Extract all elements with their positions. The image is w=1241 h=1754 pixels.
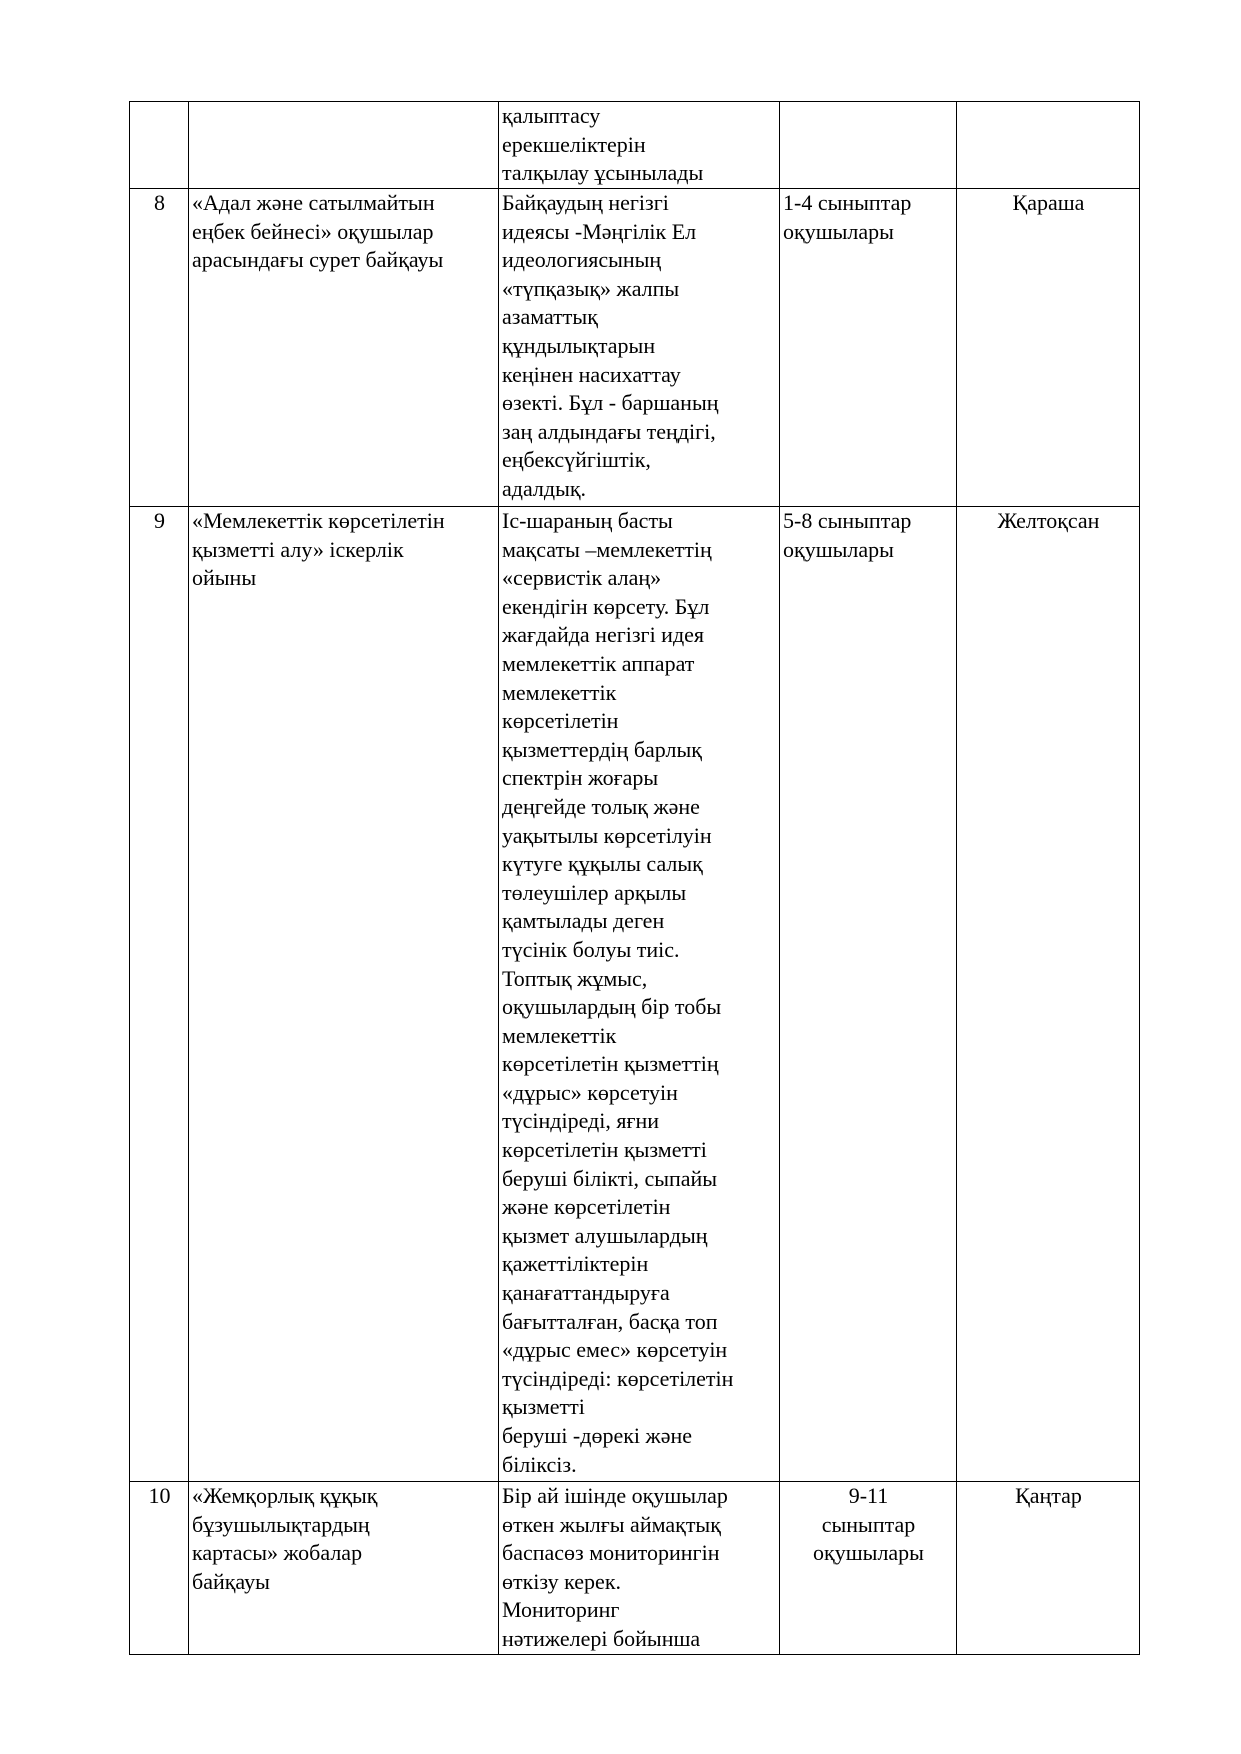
table-row bbox=[130, 1482, 1140, 1655]
audience-line: оқушылары bbox=[783, 218, 894, 244]
audience-line: оқушылары bbox=[783, 536, 894, 562]
description-line: қалыптасу bbox=[502, 103, 601, 128]
description-line: Байқаудың негізгі bbox=[502, 190, 669, 215]
description-line: жағдайда негізгі идея bbox=[502, 622, 705, 648]
description-line: түсіндіреді, яғни bbox=[502, 1108, 660, 1134]
description-line: нәтижелері бойынша bbox=[502, 1625, 701, 1651]
name-line: байқауы bbox=[192, 1568, 270, 1594]
description-line: Топтық жұмыс, bbox=[502, 965, 648, 991]
description-line: «сервистік алаң» bbox=[502, 565, 662, 591]
description-line: екендігін көрсету. Бұл bbox=[502, 593, 710, 619]
event-name-cell bbox=[189, 189, 499, 507]
description-line: қажеттіліктерін bbox=[502, 1251, 649, 1277]
name-line: ойыны bbox=[192, 565, 257, 591]
audience-line: 1-4 сыныптар bbox=[783, 190, 912, 215]
description-line: идеологиясының bbox=[502, 247, 662, 273]
description-line: «дұрыс емес» көрсетуін bbox=[502, 1337, 728, 1363]
name-line: «Адал және сатылмайтын bbox=[192, 190, 435, 215]
description-line: мемлекеттік аппарат bbox=[502, 650, 695, 676]
name-line: еңбек бейнесі» оқушылар bbox=[192, 218, 434, 244]
description-line: қамтылады деген bbox=[502, 908, 665, 934]
name-line: картасы» жобалар bbox=[192, 1540, 363, 1566]
event-name-cell bbox=[189, 1482, 499, 1655]
row-number bbox=[130, 102, 189, 189]
audience-line: оқушылары bbox=[813, 1540, 924, 1566]
table-row bbox=[130, 189, 1140, 507]
description-line: талқылау ұсынылады bbox=[502, 160, 704, 186]
description-line: заң алдындағы теңдігі, bbox=[502, 418, 716, 444]
description-line: азаматтық bbox=[502, 304, 598, 330]
audience-line: 5-8 сыныптар bbox=[783, 508, 912, 533]
description-line: еңбексүйгіштік, bbox=[502, 447, 651, 473]
description-line: құндылықтарын bbox=[502, 332, 656, 358]
time-cell: Қараша bbox=[957, 189, 1140, 507]
description-line: кеңінен насихаттау bbox=[502, 361, 681, 387]
description-line: күтуге құқылы салық bbox=[502, 851, 703, 877]
description-line: қанағаттандыруға bbox=[502, 1280, 670, 1306]
description-line: Іс-шараның басты bbox=[502, 508, 673, 533]
description-line: беруші білікті, сыпайы bbox=[502, 1165, 718, 1191]
audience-cell bbox=[780, 189, 957, 507]
time-cell bbox=[957, 102, 1140, 189]
description-line: көрсетілетін bbox=[502, 708, 619, 734]
description-line: өзекті. Бұл - баршаның bbox=[502, 390, 719, 416]
description-line: мемлекеттік bbox=[502, 679, 617, 705]
description-line: төлеушілер арқылы bbox=[502, 879, 687, 905]
name-line: «Жемқорлық құқық bbox=[192, 1483, 378, 1508]
audience-cell bbox=[780, 102, 957, 189]
event-name-cell bbox=[189, 102, 499, 189]
event-name-cell bbox=[189, 507, 499, 1482]
time-cell: Желтоқсан bbox=[957, 507, 1140, 1482]
description-line: оқушылардың бір тобы bbox=[502, 994, 722, 1020]
row-number: 10 bbox=[130, 1482, 189, 1655]
description-line: баспасөз мониторингін bbox=[502, 1540, 720, 1566]
name-line: арасындағы сурет байқауы bbox=[192, 247, 444, 273]
description-line: деңгейде толық және bbox=[502, 793, 700, 819]
description-line: қызметті bbox=[502, 1394, 585, 1420]
description-line: Бір ай ішінде оқушылар bbox=[502, 1483, 728, 1508]
audience-cell bbox=[780, 1482, 957, 1655]
audience-line: сыныптар bbox=[821, 1511, 916, 1537]
table-row bbox=[130, 102, 1140, 189]
event-description-cell bbox=[499, 507, 780, 1482]
event-description-cell bbox=[499, 1482, 780, 1655]
description-line: мемлекеттік bbox=[502, 1022, 617, 1048]
time-cell: Қаңтар bbox=[957, 1482, 1140, 1655]
description-line: көрсетілетін қызметтің bbox=[502, 1051, 719, 1077]
row-number: 9 bbox=[130, 507, 189, 1482]
description-line: адалдық. bbox=[502, 475, 587, 501]
description-line: мақсаты –мемлекеттің bbox=[502, 536, 712, 562]
description-line: беруші -дөрекі және bbox=[502, 1423, 693, 1448]
description-line: спектрін жоғары bbox=[502, 765, 659, 791]
description-line: ерекшеліктерін bbox=[502, 131, 646, 157]
description-line: өткізу керек. bbox=[502, 1568, 622, 1594]
description-line: «дұрыс» көрсетуін bbox=[502, 1079, 678, 1105]
name-line: қызметті алу» іскерлік bbox=[192, 536, 404, 562]
events-table bbox=[129, 101, 1140, 1655]
audience-line: 9-11 bbox=[848, 1483, 889, 1508]
description-line: «түпқазық» жалпы bbox=[502, 275, 680, 301]
name-line: «Мемлекеттік көрсетілетін bbox=[192, 508, 445, 533]
description-line: және көрсетілетін bbox=[502, 1194, 671, 1220]
description-line: қызметтердің барлық bbox=[502, 736, 702, 762]
description-line: уақытылы көрсетілуін bbox=[502, 822, 712, 848]
description-line: көрсетілетін қызметті bbox=[502, 1137, 707, 1163]
description-line: түсінік болуы тиіс. bbox=[502, 936, 680, 962]
description-line: идеясы -Мәңгілік Ел bbox=[502, 218, 697, 244]
description-line: бағытталған, басқа топ bbox=[502, 1308, 718, 1334]
event-description-cell bbox=[499, 189, 780, 507]
event-description-cell bbox=[499, 102, 780, 189]
row-number: 8 bbox=[130, 189, 189, 507]
table-row bbox=[130, 507, 1140, 1482]
description-line: қызмет алушылардың bbox=[502, 1222, 708, 1248]
name-line: бұзушылықтардың bbox=[192, 1511, 370, 1537]
description-line: Мониторинг bbox=[502, 1597, 620, 1623]
description-line: өткен жылғы аймақтық bbox=[502, 1511, 721, 1537]
description-line: біліксіз. bbox=[502, 1451, 577, 1477]
description-line: түсіндіреді: көрсетілетін bbox=[502, 1365, 734, 1391]
audience-cell bbox=[780, 507, 957, 1482]
